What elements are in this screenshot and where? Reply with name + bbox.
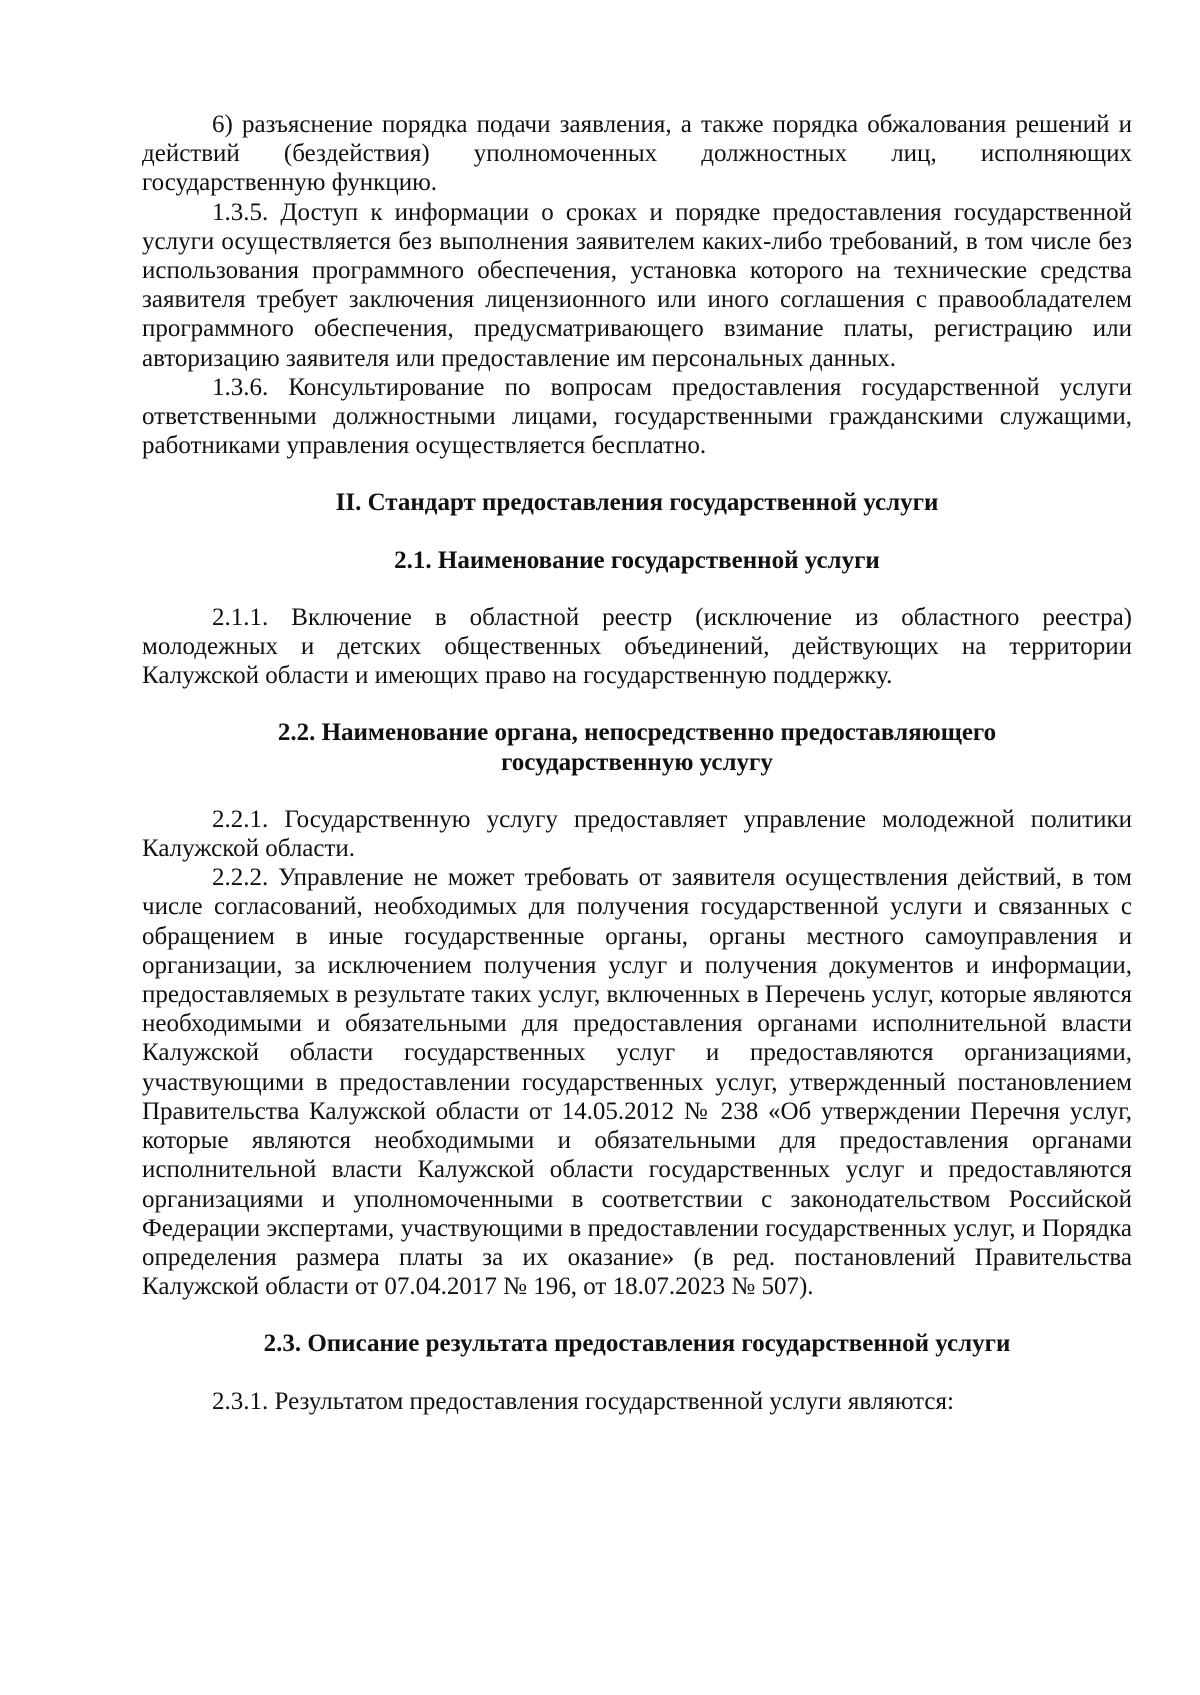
paragraph-item-6: 6) разъяснение порядка подачи заявления, а также порядка обжалования решений и действий (бездействия) уполномоченных должностных лиц, исполняющих государственную функцию. <box>142 111 1132 197</box>
section-heading-2: II. Стандарт предоставления государственной услуги <box>335 489 939 517</box>
paragraph-1-3-6: 1.3.6. Консультирование по вопросам предоставления государственной услуги ответственными должностными лицами, государственными гражданскими служащими, работниками управления осуществляется бесплатно. <box>142 373 1132 460</box>
paragraph-2-1-1: 2.1.1. Включение в областной реестр (исключение из областного реестра) молодежных и детских общественных объединений, действующих на территории Калужской области и имеющих право на государственную поддержку. <box>142 603 1132 690</box>
paragraph-2-2-1: 2.2.1. Государственную услугу предоставляет управление молодежной политики Калужской области. <box>142 805 1132 863</box>
paragraph-1-3-5: 1.3.5. Доступ к информации о сроках и порядке предоставления государственной услуги осуществляется без выполнения заявителем каких-либо требований, в том числе без использования программного обеспечения, установка которого на технические средства заявителя требует заключения лицензионного или иного соглашения с правообладателем программного обеспечения, предусматривающего взимание платы, регистрацию или авторизацию заявителя или предоставление им персональных данных. <box>142 198 1132 372</box>
paragraph-2-2-2: 2.2.2. Управление не может требовать от заявителя осуществления действий, в том числе согласований, необходимых для получения государственной услуги и связанных с обращением в иные государственные органы, органы местного самоуправления и организации, за исключением получения услуг и получения документов и информации, предоставляемых в результате таких услуг, включенных в Перечень услуг, которые являются необходимыми и обязательными для предоставления органами исполнительной власти Калужской области государственных услуг и предоставляются организациями, участвующими в предоставлении государственных услуг, утвержденный постановлением Правительства Калужской области от 14.05.2012 № 238 «Об утверждении Перечня услуг, которые являются необходимыми и обязательными для предоставления органами исполнительной власти Калужской области государственных услуг и предоставляются организациями и уполномоченными в соответствии с законодательством Российской Федерации экспертами, участвующими в предоставлении государственных услуг, и Порядка определения размера платы за их оказание» (в ред. постановлений Правительства Калужской области от 07.04.2017 № 196, от 18.07.2023 № 507). <box>142 864 1132 1301</box>
subsection-heading-2-2: 2.2. Наименование органа, непосредственно предоставляющего государственную услугу <box>277 719 997 776</box>
document-page <box>142 110 1132 1416</box>
subsection-heading-2-3: 2.3. Описание результата предоставления государственной услуги <box>263 1330 1011 1358</box>
paragraph-2-3-1: 2.3.1. Результатом предоставления государственной услуги являются: <box>212 1387 954 1415</box>
subsection-heading-2-1: 2.1. Наименование государственной услуги <box>394 546 880 574</box>
